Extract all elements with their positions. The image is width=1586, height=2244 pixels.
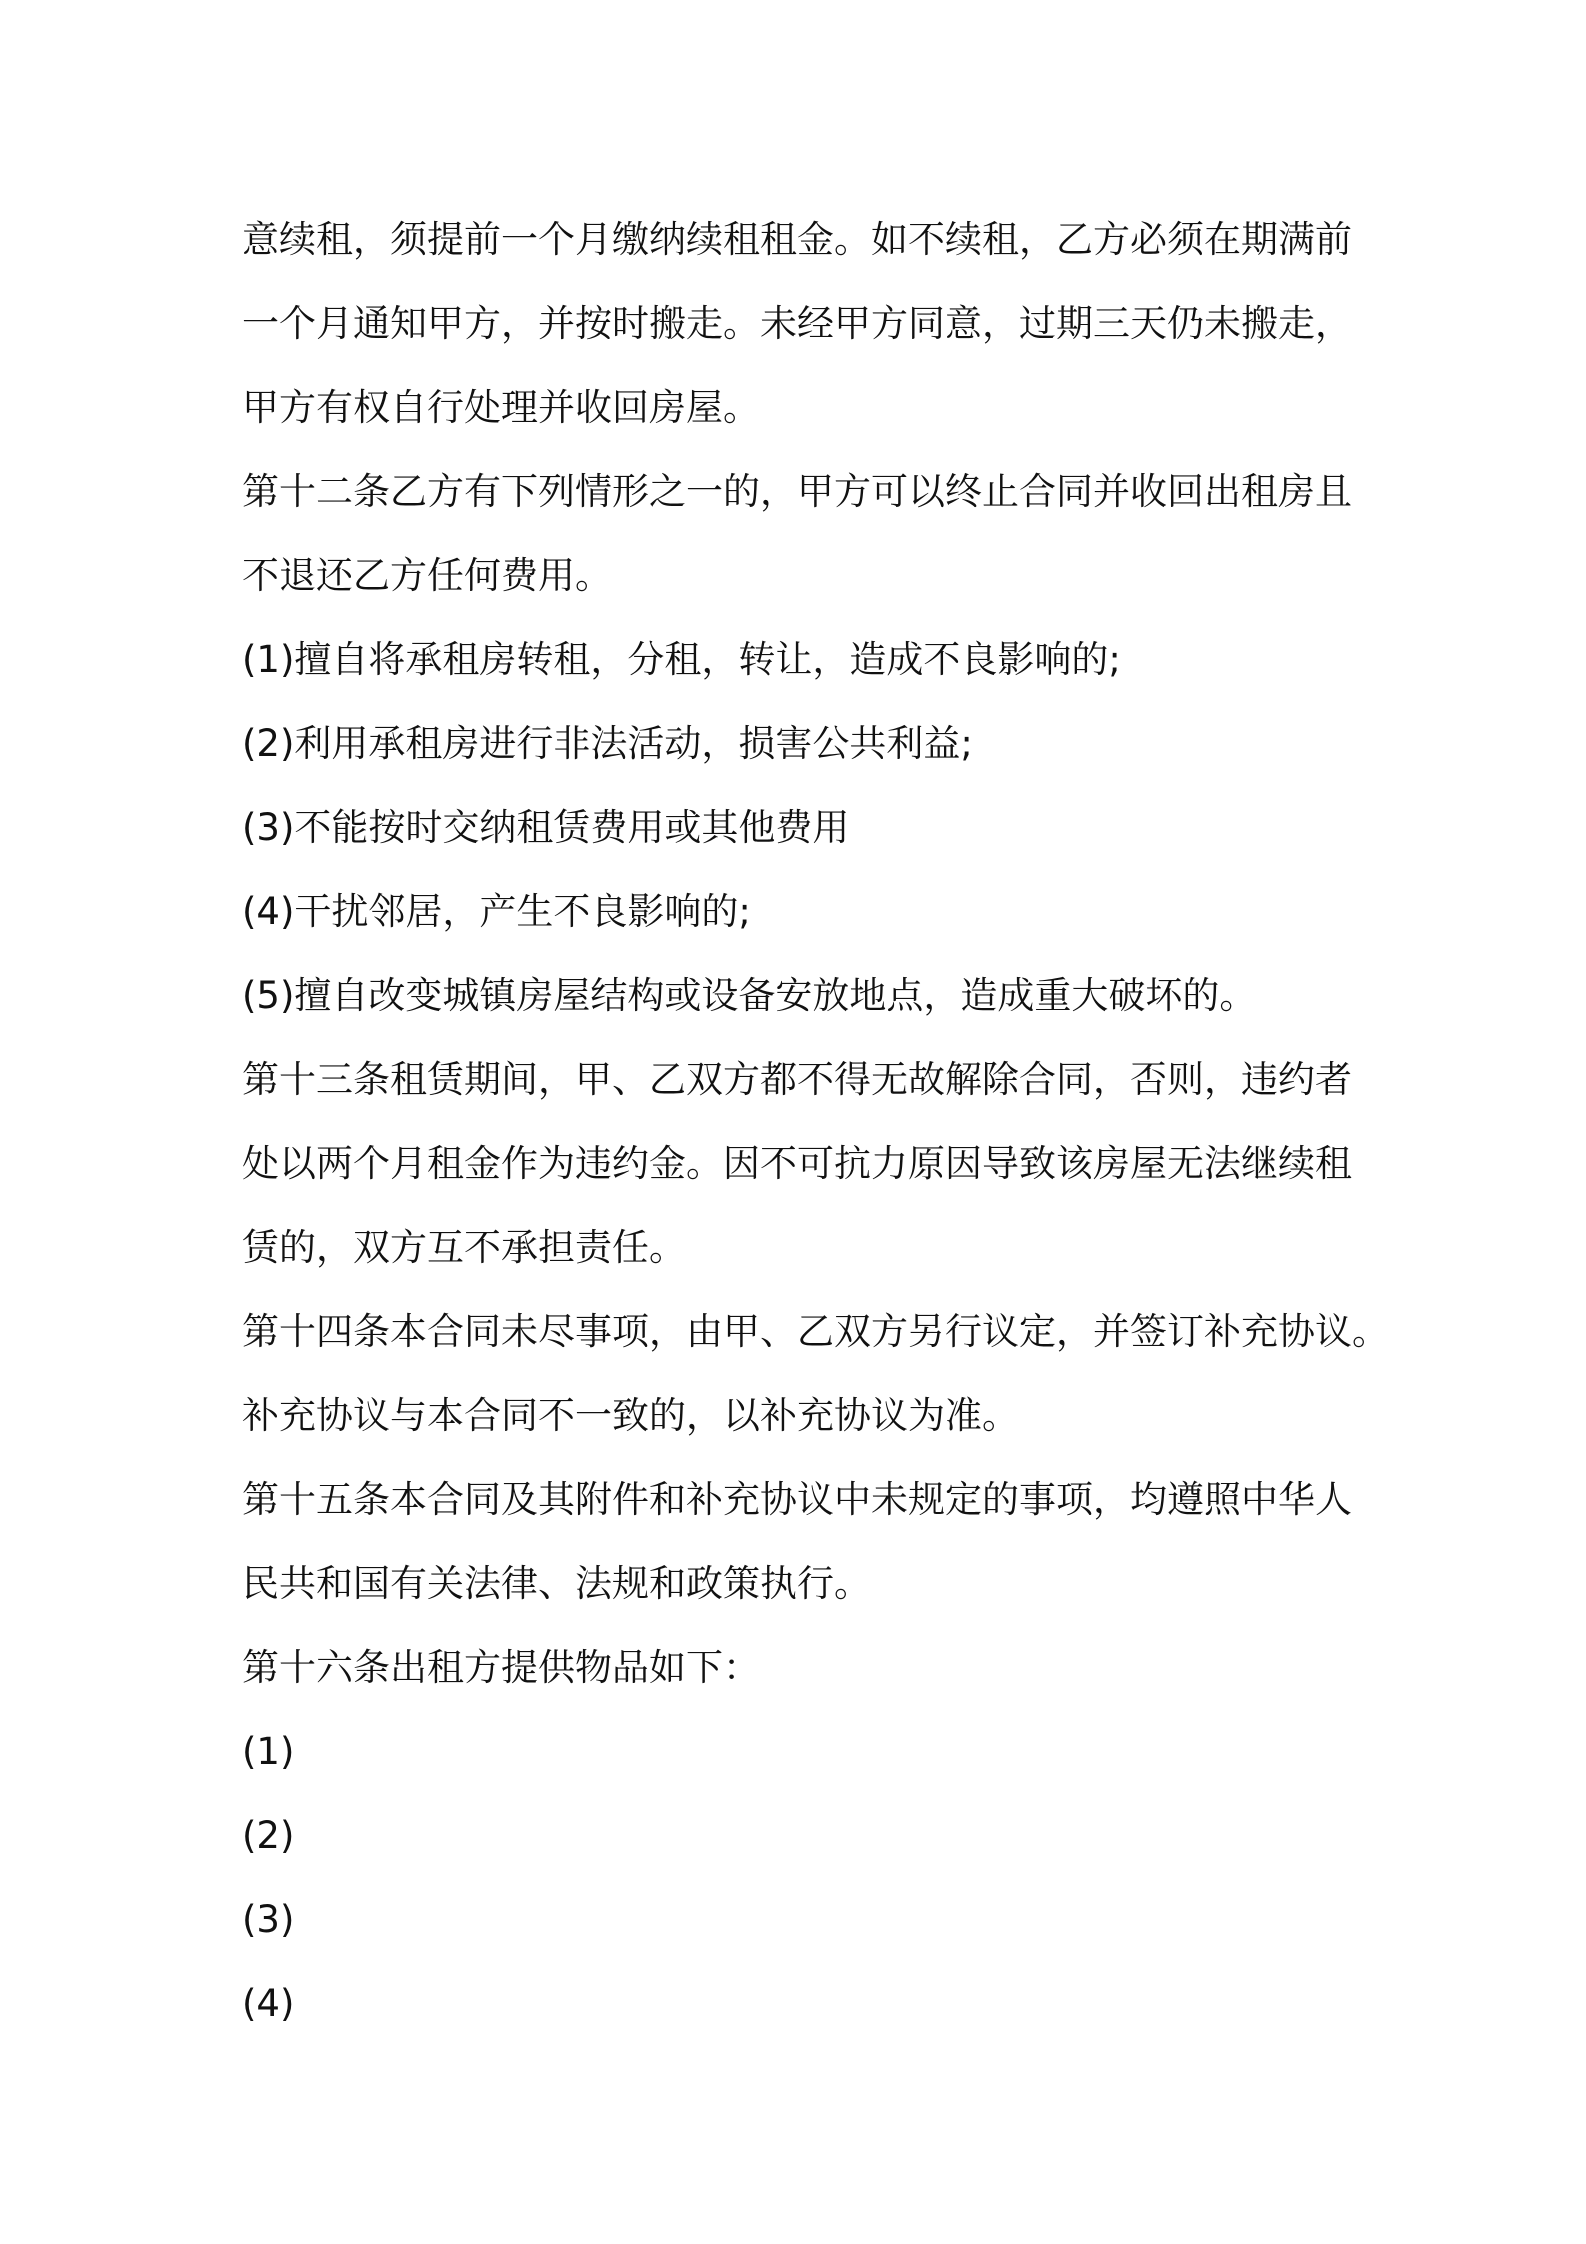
article-15 xyxy=(242,1458,1362,1626)
text-line: 第十四条本合同未尽事项，由甲、乙双方另行议定，并签订补充协议。 xyxy=(242,1310,1389,1353)
text-line: 不退还乙方任何费用。 xyxy=(242,554,612,597)
contract-text xyxy=(242,198,1389,2046)
text-line: 意续租，须提前一个月缴纳续租租金。如不续租，乙方必须在期满前 xyxy=(242,218,1352,261)
paragraph-renewal xyxy=(242,198,1362,450)
text-line: (4)干扰邻居，产生不良影响的; xyxy=(242,890,751,933)
article-16-item-1 xyxy=(242,1710,1362,1794)
text-line: 第十六条出租方提供物品如下： xyxy=(242,1646,760,1689)
article-16-item-4 xyxy=(242,1962,1362,2046)
article-13 xyxy=(242,1038,1362,1290)
text-line: 民共和国有关法律、法规和政策执行。 xyxy=(242,1562,871,1605)
text-line: (1)擅自将承租房转租，分租，转让，造成不良影响的; xyxy=(242,638,1121,681)
text-line: 第十五条本合同及其附件和补充协议中未规定的事项，均遵照中华人 xyxy=(242,1478,1352,1521)
text-line: 补充协议与本合同不一致的，以补充协议为准。 xyxy=(242,1394,1019,1437)
article-16 xyxy=(242,1626,1362,1710)
text-line: (1) xyxy=(242,1730,295,1773)
article-12-item-2 xyxy=(242,702,1362,786)
text-line: 一个月通知甲方，并按时搬走。未经甲方同意，过期三天仍未搬走， xyxy=(242,302,1352,345)
text-line: 甲方有权自行处理并收回房屋。 xyxy=(242,386,760,429)
article-12-item-1 xyxy=(242,618,1362,702)
text-line: 第十二条乙方有下列情形之一的，甲方可以终止合同并收回出租房且 xyxy=(242,470,1352,513)
text-line: 处以两个月租金作为违约金。因不可抗力原因导致该房屋无法继续租 xyxy=(242,1142,1352,1185)
article-12-item-3 xyxy=(242,786,1362,870)
text-line: (2)利用承租房进行非法活动，损害公共利益; xyxy=(242,722,973,765)
text-line: (3) xyxy=(242,1898,295,1941)
article-12-item-4 xyxy=(242,870,1362,954)
text-line: 第十三条租赁期间，甲、乙双方都不得无故解除合同，否则，违约者 xyxy=(242,1058,1352,1101)
text-line: 赁的，双方互不承担责任。 xyxy=(242,1226,686,1269)
text-line: (4) xyxy=(242,1982,295,2025)
article-14 xyxy=(242,1290,1389,1458)
text-line: (5)擅自改变城镇房屋结构或设备安放地点，造成重大破坏的。 xyxy=(242,974,1257,1017)
text-line: (2) xyxy=(242,1814,295,1857)
article-12-item-5 xyxy=(242,954,1362,1038)
article-16-item-3 xyxy=(242,1878,1362,1962)
text-line: (3)不能按时交纳租赁费用或其他费用 xyxy=(242,806,850,849)
article-12 xyxy=(242,450,1362,618)
article-16-item-2 xyxy=(242,1794,1362,1878)
